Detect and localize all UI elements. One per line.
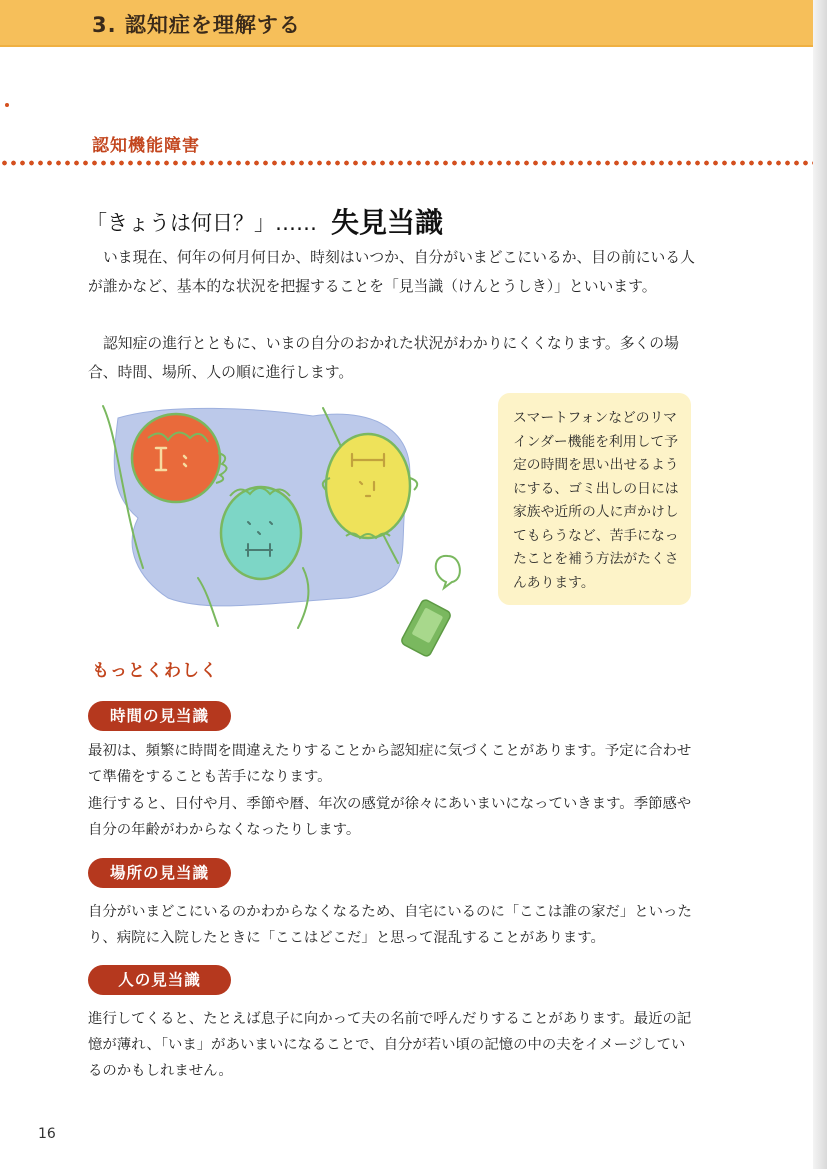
intro-paragraph: いま現在、何年の何月何日か、時刻はいつか、自分がいまどこにいるか、目の前にいる人が誰かなど、基本的な状況を把握することを「見当識（けんとうしき）」といいます。 [88,249,695,295]
margin-mark [5,103,9,107]
tip-text: スマートフォンなどのリマインダー機能を利用して予定の時間を思い出せるようにする、ゴミ出しの日には家族や近所の人に声かけしてもらうなど、苦手になったことを補う方法がたくさんあります。 [513,410,679,591]
heading-key-term: 失見当識 [331,206,444,239]
chapter-title: 3. 認知症を理解する [92,13,301,37]
tip-box [498,393,691,605]
intro-paragraph: 認知症の進行とともに、いまの自分のおかれた状況がわかりにくくなります。多くの場合、時間、場所、人の順に進行します。 [88,335,679,381]
time-paragraph: 進行すると、日付や月、季節や暦、年次の感覚が徐々にあいまいになっていきます。季節感や自分の年齢がわからなくなったりします。 [88,796,692,838]
person-paragraph: 進行してくると、たとえば息子に向かって夫の名前で呼んだりすることがあります。最近の記憶が薄れ、「いま」があいまいになることで、自分が若い頃の記憶の中の夫をイメージしているのかもしれません。 [88,1011,692,1079]
chapter-header [0,0,813,47]
page-edge [813,0,827,1169]
phone-with-bubble [400,556,460,658]
disorientation-illustration [98,398,483,658]
section-label: 認知機能障害 [92,136,200,156]
subsection-pill-person: 人の見当識 [88,965,231,995]
dotted-divider [0,160,813,166]
subsection-pill-time: 時間の見当識 [88,701,231,731]
time-paragraph: 最初は、頻繁に時間を間違えたりすることから認知症に気づくことがあります。予定に合わせて準備をすることも苦手になります。 [88,743,692,785]
main-heading [86,199,443,239]
place-paragraph: 自分がいまどこにいるのかわからなくなるため、自宅にいるのに「ここは誰の家だ」といったり、病院に入院したときに「ここはどこだ」と思って混乱することがあります。 [88,904,692,946]
more-details-title: もっとくわしく [92,661,218,681]
face-teal [221,487,301,579]
page-number: 16 [38,1126,56,1142]
heading-prefix: 「きょうは何日？」…… [86,211,317,235]
subsection-pill-place: 場所の見当識 [88,858,231,888]
